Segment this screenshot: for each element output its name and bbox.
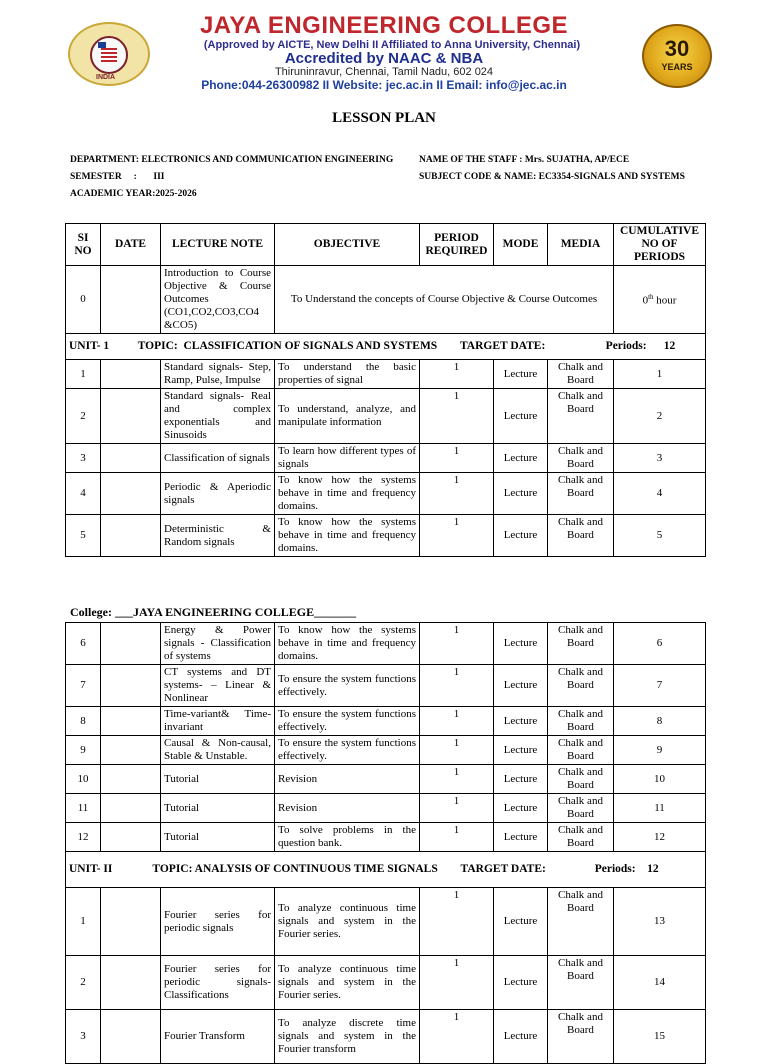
row-date: [101, 473, 161, 515]
cumulative-suffix: th: [648, 293, 654, 302]
table-row: [66, 473, 706, 515]
row-cumulative: 15: [614, 1010, 706, 1064]
table-row: [66, 707, 706, 736]
table-row: [66, 266, 706, 334]
row-period: 1: [420, 956, 494, 1010]
row-lecture: Energy & Power signals - Classification of systems: [161, 623, 275, 665]
row-cumulative: 4: [614, 473, 706, 515]
table-row: [66, 1010, 706, 1064]
row-period: 1: [420, 360, 494, 389]
unit1-cont-rows: [66, 623, 706, 852]
row-media: Chalk and Board: [548, 956, 614, 1010]
row-cumulative: 11: [614, 794, 706, 823]
row-objective: To analyze continuous time signals and system in the Fourier series.: [275, 956, 420, 1010]
row-mode: Lecture: [494, 389, 548, 444]
row-cumulative: 3: [614, 444, 706, 473]
row-mode: Lecture: [494, 623, 548, 665]
row-date: [101, 707, 161, 736]
row-mode: Lecture: [494, 515, 548, 557]
row-date: [101, 956, 161, 1010]
row-sno: 0: [66, 266, 101, 334]
row-media: Chalk and Board: [548, 389, 614, 444]
row-period: 1: [420, 736, 494, 765]
table-row: [66, 765, 706, 794]
row-cumulative: [614, 266, 706, 334]
row-objective: To learn how different types of signals: [275, 444, 420, 473]
header-media: MEDIA: [548, 224, 614, 266]
row-period: 1: [420, 1010, 494, 1064]
row-sno: 7: [66, 665, 101, 707]
department-info: DEPARTMENT: ELECTRONICS AND COMMUNICATION ENGINEERING: [70, 155, 394, 165]
row-objective: To know how the systems behave in time and frequency domains.: [275, 623, 420, 665]
academic-year-info: ACADEMIC YEAR:2025-2026: [70, 189, 197, 199]
unit1-rows: [66, 360, 706, 557]
table-row: [66, 444, 706, 473]
row-lecture: Fourier Transform: [161, 1010, 275, 1064]
row-media: Chalk and Board: [548, 515, 614, 557]
table-row: [66, 794, 706, 823]
row-sno: 12: [66, 823, 101, 852]
row-cumulative: 2: [614, 389, 706, 444]
row-period: 1: [420, 707, 494, 736]
row-cumulative: 8: [614, 707, 706, 736]
row-period: 1: [420, 888, 494, 956]
row-cumulative: 10: [614, 765, 706, 794]
unit-1-header: UNIT- 1 TOPIC: CLASSIFICATION OF SIGNALS AND SYSTEMS TARGET DATE: Periods: 12: [66, 334, 706, 360]
row-mode: Lecture: [494, 823, 548, 852]
row-date: [101, 389, 161, 444]
row-cumulative: 5: [614, 515, 706, 557]
row-date: [101, 823, 161, 852]
row-lecture: Standard signals- Step, Ramp, Pulse, Impulse: [161, 360, 275, 389]
unit-header-row: [66, 334, 706, 360]
row-period: 1: [420, 794, 494, 823]
table-row: [66, 515, 706, 557]
header-mode: MODE: [494, 224, 548, 266]
row-media: Chalk and Board: [548, 823, 614, 852]
semester-info: SEMESTER : III: [70, 172, 165, 182]
unit2-rows: [66, 888, 706, 1064]
row-mode: Lecture: [494, 444, 548, 473]
header-objective: OBJECTIVE: [275, 224, 420, 266]
row-cumulative: 9: [614, 736, 706, 765]
row-objective: To analyze discrete time signals and system in the Fourier transform: [275, 1010, 420, 1064]
college-accreditation: Accredited by NAAC & NBA: [284, 50, 484, 67]
row-period: 1: [420, 765, 494, 794]
anniversary-badge-icon: [642, 24, 712, 88]
row-media: Chalk and Board: [548, 665, 614, 707]
row-period: 1: [420, 823, 494, 852]
row-mode: Lecture: [494, 473, 548, 515]
row-lecture: CT systems and DT systems- – Linear & Nonlinear: [161, 665, 275, 707]
college-contact: Phone:044-26300982 II Website: jec.ac.in II Email: info@jec.ac.in: [201, 78, 567, 92]
row-lecture: Tutorial: [161, 765, 275, 794]
row-period: 1: [420, 665, 494, 707]
row-date: [101, 623, 161, 665]
row-lecture: Causal & Non-causal, Stable & Unstable.: [161, 736, 275, 765]
row-objective: To Understand the concepts of Course Objective & Course Outcomes: [275, 266, 614, 334]
row-cumulative: 13: [614, 888, 706, 956]
row-sno: 1: [66, 360, 101, 389]
college-approval: (Approved by AICTE, New Delhi II Affiliated to Anna University, Chennai): [203, 39, 581, 51]
lesson-plan-table-continued: [65, 622, 706, 1064]
row-date: [101, 360, 161, 389]
row-period: 1: [420, 389, 494, 444]
row-objective: To understand, analyze, and manipulate information: [275, 389, 420, 444]
row-lecture: Periodic & Aperiodic signals: [161, 473, 275, 515]
row-lecture: Classification of signals: [161, 444, 275, 473]
row-date: [101, 444, 161, 473]
unit-header-row: [66, 852, 706, 888]
table-row: [66, 623, 706, 665]
badge-number: 30: [664, 36, 690, 61]
row-objective: To know how the systems behave in time and frequency domains.: [275, 515, 420, 557]
row-sno: 10: [66, 765, 101, 794]
row-lecture: Fourier series for periodic signals: [161, 888, 275, 956]
row-period: 1: [420, 515, 494, 557]
row-date: [101, 765, 161, 794]
cumulative-unit: hour: [653, 294, 677, 307]
row-media: Chalk and Board: [548, 765, 614, 794]
row-date: [101, 266, 161, 334]
table-row: [66, 665, 706, 707]
row-mode: Lecture: [494, 956, 548, 1010]
row-objective: To understand the basic properties of signal: [275, 360, 420, 389]
table-row: [66, 389, 706, 444]
header-period: PERIOD REQUIRED: [420, 224, 494, 266]
staff-info: NAME OF THE STAFF : Mrs. SUJATHA, AP/ECE: [419, 155, 630, 165]
row-sno: 3: [66, 1010, 101, 1064]
row-mode: Lecture: [494, 707, 548, 736]
row-date: [101, 1010, 161, 1064]
row-sno: 2: [66, 956, 101, 1010]
header-sno: SI NO: [66, 224, 101, 266]
row-mode: Lecture: [494, 888, 548, 956]
row-mode: Lecture: [494, 736, 548, 765]
college-footer-line: College: ___JAYA ENGINEERING COLLEGE_______: [70, 605, 357, 619]
row-sno: 6: [66, 623, 101, 665]
row-mode: Lecture: [494, 360, 548, 389]
table-header-row: [66, 224, 706, 266]
row-media: Chalk and Board: [548, 360, 614, 389]
badge-label: YEARS: [661, 62, 693, 72]
college-name: JAYA ENGINEERING COLLEGE: [199, 12, 569, 39]
row-date: [101, 736, 161, 765]
row-mode: Lecture: [494, 794, 548, 823]
row-sno: 5: [66, 515, 101, 557]
college-address: Thiruninravur, Chennai, Tamil Nadu, 602 024: [274, 66, 494, 78]
row-objective: To solve problems in the question bank.: [275, 823, 420, 852]
emblem-label: INDIA: [96, 74, 116, 81]
row-media: Chalk and Board: [548, 888, 614, 956]
row-media: Chalk and Board: [548, 444, 614, 473]
row-objective: To ensure the system functions effectively.: [275, 665, 420, 707]
table-row: [66, 360, 706, 389]
row-cumulative: 7: [614, 665, 706, 707]
header-cumulative: CUMULATIVE NO OF PERIODS: [614, 224, 706, 266]
row-media: Chalk and Board: [548, 623, 614, 665]
lesson-plan-table: [65, 223, 706, 557]
row-objective: Revision: [275, 794, 420, 823]
row-cumulative: 12: [614, 823, 706, 852]
row-lecture: Introduction to Course Objective & Course Outcomes (CO1,CO2,CO3,CO4 &CO5): [161, 266, 275, 334]
header-date: DATE: [101, 224, 161, 266]
row-objective: To ensure the system functions effectively.: [275, 707, 420, 736]
row-objective: Revision: [275, 765, 420, 794]
row-media: Chalk and Board: [548, 473, 614, 515]
row-period: 1: [420, 444, 494, 473]
header-lecture: LECTURE NOTE: [161, 224, 275, 266]
page-title: LESSON PLAN: [332, 110, 436, 126]
table-row: [66, 888, 706, 956]
row-sno: 3: [66, 444, 101, 473]
row-date: [101, 515, 161, 557]
row-lecture: Fourier series for periodic signals-Classifications: [161, 956, 275, 1010]
row-date: [101, 888, 161, 956]
table-row: [66, 823, 706, 852]
row-objective: To ensure the system functions effectively.: [275, 736, 420, 765]
row-mode: Lecture: [494, 665, 548, 707]
row-sno: 4: [66, 473, 101, 515]
row-cumulative: 1: [614, 360, 706, 389]
row-media: Chalk and Board: [548, 794, 614, 823]
row-sno: 11: [66, 794, 101, 823]
row-mode: Lecture: [494, 765, 548, 794]
row-objective: To analyze continuous time signals and system in the Fourier series.: [275, 888, 420, 956]
row-lecture: Tutorial: [161, 823, 275, 852]
row-mode: Lecture: [494, 1010, 548, 1064]
row-date: [101, 794, 161, 823]
row-sno: 8: [66, 707, 101, 736]
row-sno: 1: [66, 888, 101, 956]
row-cumulative: 6: [614, 623, 706, 665]
row-objective: To know how the systems behave in time and frequency domains.: [275, 473, 420, 515]
row-sno: 2: [66, 389, 101, 444]
table-row: [66, 956, 706, 1010]
row-period: 1: [420, 623, 494, 665]
row-cumulative: 14: [614, 956, 706, 1010]
row-lecture: Time-variant& Time-invariant: [161, 707, 275, 736]
table-row: [66, 736, 706, 765]
unit-2-header: UNIT- II TOPIC: ANALYSIS OF CONTINUOUS TIME SIGNALS TARGET DATE: Periods: 12: [66, 852, 706, 888]
subject-info: SUBJECT CODE & NAME: EC3354-SIGNALS AND SYSTEMS: [419, 172, 685, 182]
row-media: Chalk and Board: [548, 736, 614, 765]
row-lecture: Standard signals- Real and complex exponentials and Sinusoids: [161, 389, 275, 444]
row-date: [101, 665, 161, 707]
row-period: 1: [420, 473, 494, 515]
row-media: Chalk and Board: [548, 707, 614, 736]
college-header: [0, 0, 768, 100]
row-sno: 9: [66, 736, 101, 765]
row-lecture: Tutorial: [161, 794, 275, 823]
cumulative-number: 0: [642, 294, 649, 307]
row-media: Chalk and Board: [548, 1010, 614, 1064]
row-lecture: Deterministic & Random signals: [161, 515, 275, 557]
